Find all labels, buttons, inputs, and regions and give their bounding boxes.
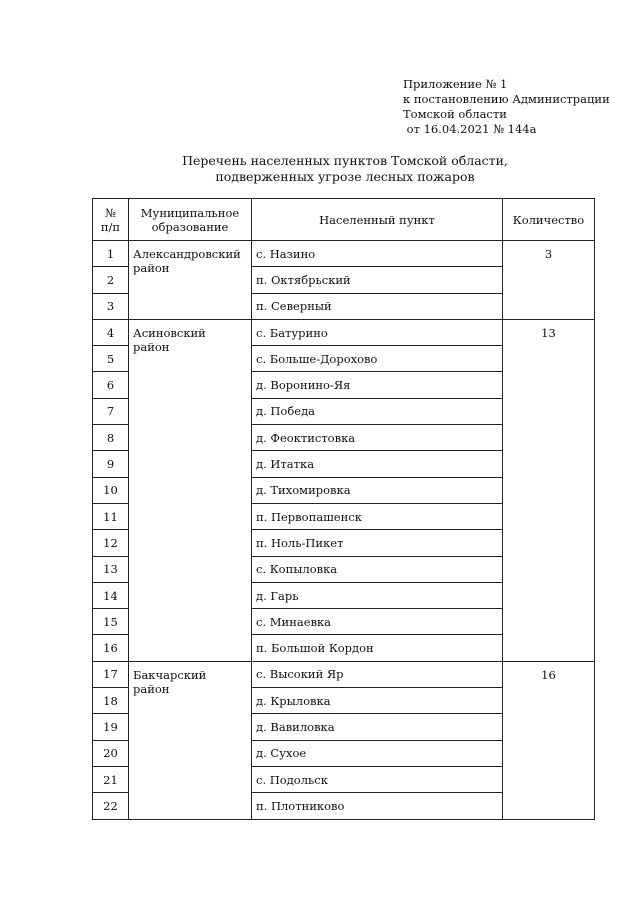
row-num: 20 (93, 740, 129, 766)
header-place: Населенный пункт (252, 199, 503, 241)
place-cell: д. Итатка (252, 451, 503, 477)
place-cell: д. Сухое (252, 740, 503, 766)
row-num: 2 (93, 267, 129, 293)
header-num-line: п/п (100, 219, 121, 234)
district-cell (129, 661, 252, 819)
row-num: 13 (93, 556, 129, 582)
row-num: 19 (93, 714, 129, 740)
place-cell: с. Копыловка (252, 556, 503, 582)
place-cell: с. Батурино (252, 319, 503, 345)
place-cell: с. Назино (252, 241, 503, 267)
row-num: 16 (93, 635, 129, 661)
place-cell: п. Большой Кордон (252, 635, 503, 661)
title-line: подверженных угрозе лесных пожаров (215, 169, 475, 184)
district-cell (129, 241, 252, 320)
table-row (93, 661, 595, 687)
appendix-block (403, 77, 610, 137)
place-cell: д. Гарь (252, 582, 503, 608)
table-row (93, 319, 595, 345)
place-cell: д. Феоктистовка (252, 425, 503, 451)
district-name: Александровский (133, 247, 241, 261)
place-cell: д. Победа (252, 398, 503, 424)
district-name: Асиновский (133, 325, 206, 340)
appendix-line: Приложение № 1 (403, 77, 508, 91)
district-name: район (133, 261, 170, 275)
place-cell: с. Подольск (252, 766, 503, 792)
row-num: 12 (93, 530, 129, 556)
row-num: 11 (93, 503, 129, 529)
place-cell: п. Северный (252, 293, 503, 319)
count-cell: 13 (503, 319, 595, 661)
row-num: 6 (93, 372, 129, 398)
count-cell: 3 (503, 241, 595, 320)
document-title (0, 153, 640, 185)
place-cell: д. Воронино-Яя (252, 372, 503, 398)
appendix-line: от 16.04.2021 № 144а (403, 122, 537, 136)
place-cell: д. Вавиловка (252, 714, 503, 740)
settlements-table (92, 198, 595, 820)
table-row (93, 241, 595, 267)
place-cell: д. Тихомировка (252, 477, 503, 503)
header-district (129, 199, 252, 241)
row-num: 17 (93, 661, 129, 687)
place-cell: с. Больше-Дорохово (252, 346, 503, 372)
row-num: 1 (93, 241, 129, 267)
district-name: район (133, 681, 170, 696)
place-cell: с. Минаевка (252, 609, 503, 635)
count-cell: 16 (503, 661, 595, 819)
place-cell: с. Высокий Яр (252, 661, 503, 687)
header-district-line: Муниципальное (140, 205, 240, 220)
header-count: Количество (503, 199, 595, 241)
row-num: 7 (93, 398, 129, 424)
district-name: район (133, 339, 170, 354)
appendix-line: Томской области (403, 107, 507, 121)
district-name: Бакчарский (133, 667, 207, 682)
row-num: 18 (93, 688, 129, 714)
row-num: 4 (93, 319, 129, 345)
district-cell (129, 319, 252, 661)
place-cell: п. Первопашенск (252, 503, 503, 529)
row-num: 22 (93, 793, 129, 819)
table-header-row (93, 199, 595, 241)
row-num: 14 (93, 582, 129, 608)
row-num: 10 (93, 477, 129, 503)
row-num: 21 (93, 766, 129, 792)
row-num: 3 (93, 293, 129, 319)
row-num: 15 (93, 609, 129, 635)
row-num: 9 (93, 451, 129, 477)
header-num-line: № (105, 205, 116, 220)
place-cell: п. Октябрьский (252, 267, 503, 293)
appendix-line: к постановлению Администрации (403, 92, 610, 106)
place-cell: п. Ноль-Пикет (252, 530, 503, 556)
place-cell: п. Плотниково (252, 793, 503, 819)
title-line: Перечень населенных пунктов Томской области, (182, 153, 508, 168)
header-num (93, 199, 129, 241)
place-cell: д. Крыловка (252, 688, 503, 714)
row-num: 5 (93, 346, 129, 372)
header-district-line: образование (151, 219, 229, 234)
row-num: 8 (93, 425, 129, 451)
